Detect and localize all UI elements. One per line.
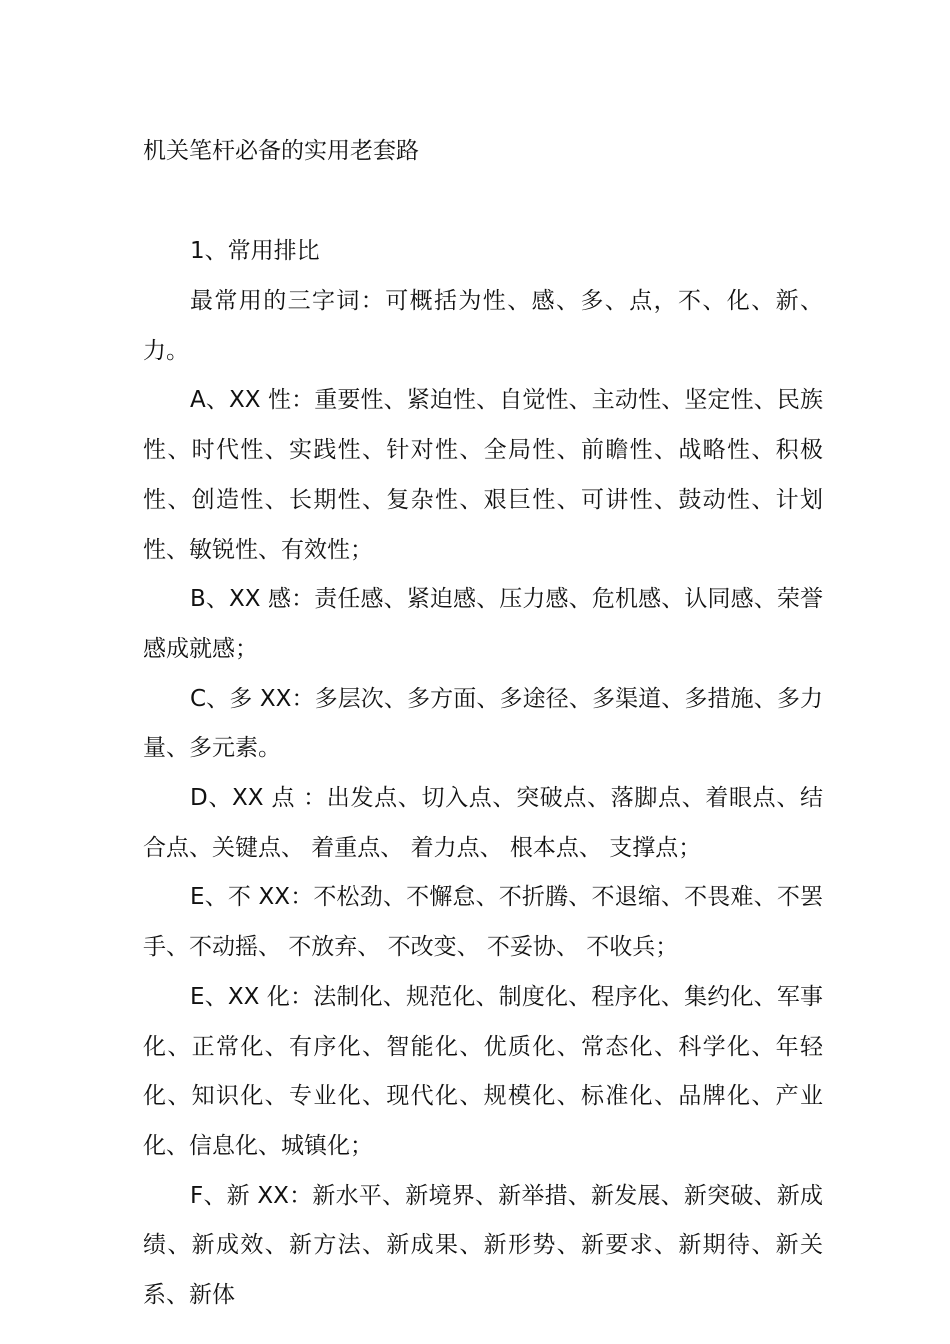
paragraph-intro: 最常用的三字词：可概括为性、感、多、点，不、化、新、力。	[143, 288, 823, 364]
paragraph-b: B、XX 感：责任感、紧迫感、压力感、危机感、认同感、荣誉感成就感；	[143, 586, 823, 662]
paragraph-d: D、XX 点 ：出发点、切入点、突破点、落脚点、着眼点、结合点、关键点、 着重点、 着力点、 根本点、 支撑点；	[143, 785, 823, 861]
document-body	[143, 277, 823, 1321]
paragraph-c: C、多 XX：多层次、多方面、多途径、多渠道、多措施、多力量、多元素。	[143, 685, 823, 762]
section-heading: 1、常用排比	[190, 238, 320, 264]
paragraph-e-1: E、不 XX：不松劲、不懈怠、不折腾、不退缩、不畏难、不罢手、不动摇、 不放弃、 不改变、 不妥协、 不收兵；	[143, 884, 823, 961]
paragraph-e-2: E、XX 化：法制化、规范化、制度化、程序化、集约化、军事化、正常化、有序化、智能化、优质化、常态化、科学化、年轻化、知识化、专业化、现代化、规模化、标准化、品牌化、产业化、信息化、城镇化；	[143, 983, 823, 1159]
paragraph-f: F、新 XX：新水平、新境界、新举措、新发展、新突破、新成绩、新成效、新方法、新成果、新形势、新要求、新期待、新关系、新体	[143, 1182, 823, 1309]
document-title: 机关笔杆必备的实用老套路	[143, 138, 419, 164]
paragraph-a: A、XX 性：重要性、紧迫性、自觉性、主动性、坚定性、民族性、时代性、实践性、针对性、全局性、前瞻性、战略性、积极性、创造性、长期性、复杂性、艰巨性、可讲性、鼓动性、计划性、敏锐性、有效性；	[143, 387, 823, 563]
